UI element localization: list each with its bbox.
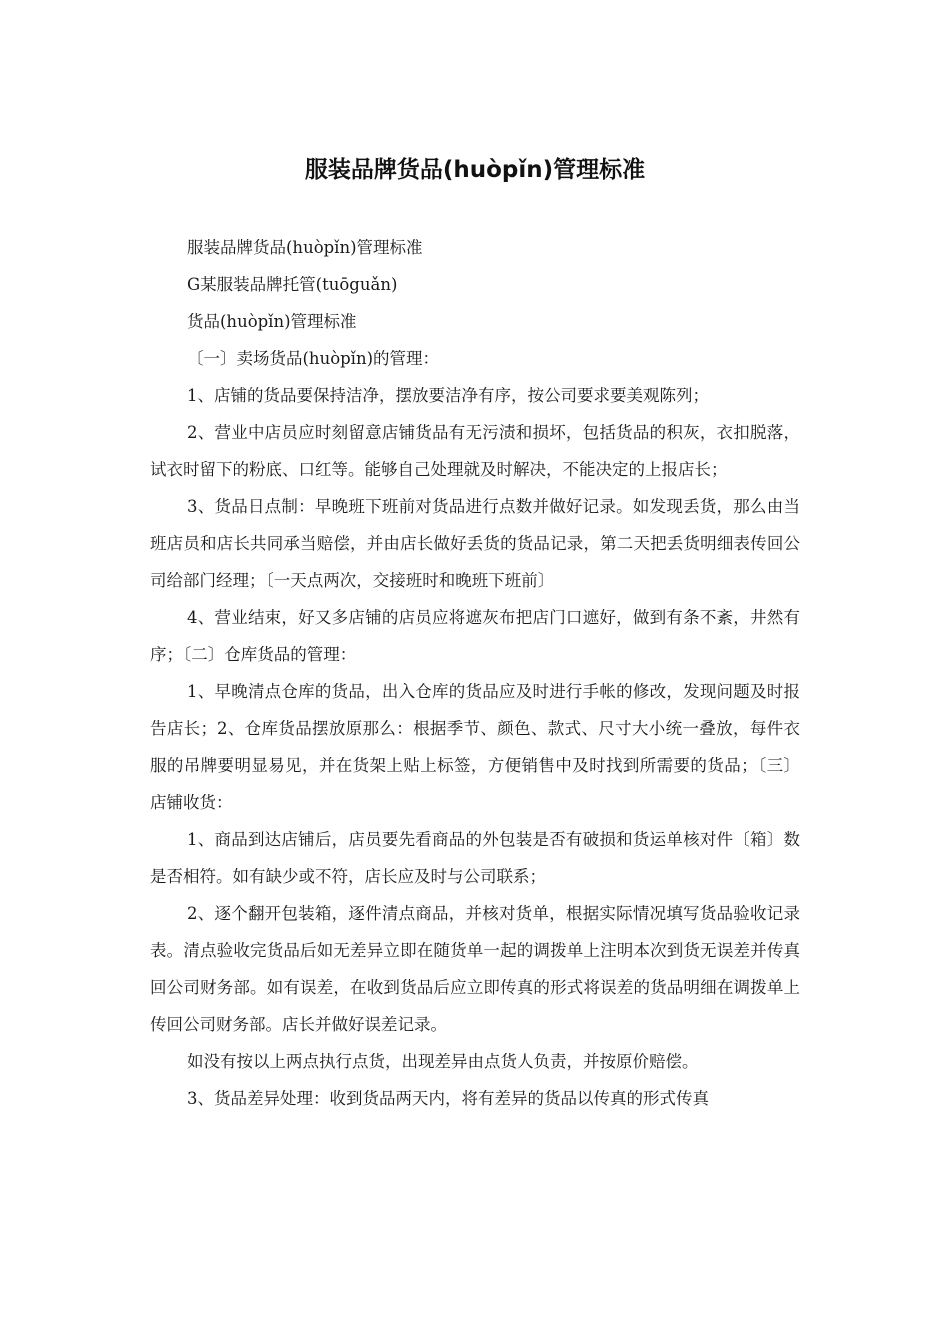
- paragraph: 货品(huòpǐn)管理标准: [187, 312, 357, 331]
- document-title: 服装品牌货品(huòpǐn)管理标准: [304, 157, 646, 183]
- paragraph: 2、营业中店员应时刻留意店铺货品有无污渍和损坏，包括货品的积灰，衣扣脱落，试衣时留下的粉底、口红等。能够自己处理就及时解决，不能决定的上报店长；: [150, 423, 800, 479]
- paragraph: 1、商品到达店铺后，店员要先看商品的外包装是否有破损和货运单核对件〔箱〕数是否相符。如有缺少或不符，店长应及时与公司联系；: [150, 830, 800, 886]
- paragraph: 3、货品日点制：早晚班下班前对货品进行点数并做好记录。如发现丢货，那么由当班店员和店长共同承当赔偿，并由店长做好丢货的货品记录，第二天把丢货明细表传回公司给部门经理；〔一天点两次，交接班时和晚班下班前〕: [150, 497, 800, 590]
- paragraph: 1、早晚清点仓库的货品，出入仓库的货品应及时进行手帐的修改，发现问题及时报告店长；2、仓库货品摆放原那么：根据季节、颜色、款式、尺寸大小统一叠放，每件衣服的吊牌要明显易见，并在货架上贴上标签，方便销售中及时找到所需要的货品；〔三〕店铺收货：: [150, 682, 800, 812]
- paragraph: G某服装品牌托管(tuōguǎn): [187, 275, 398, 294]
- paragraph: 2、逐个翻开包装箱，逐件清点商品，并核对货单，根据实际情况填写货品验收记录表。清点验收完货品后如无差异立即在随货单一起的调拨单上注明本次到货无误差并传真回公司财务部。如有误差，在收到货品后应立即传真的形式将误差的货品明细在调拨单上传回公司财务部。店长并做好误差记录。: [150, 904, 800, 1034]
- paragraph: 1、店铺的货品要保持洁净，摆放要洁净有序，按公司要求要美观陈列；: [187, 386, 709, 405]
- paragraph: 4、营业结束，好又多店铺的店员应将遮灰布把店门口遮好，做到有条不紊，井然有序；〔二〕仓库货品的管理：: [150, 608, 800, 664]
- paragraph: 3、货品差异处理：收到货品两天内，将有差异的货品以传真的形式传真: [187, 1089, 709, 1108]
- paragraph: 服装品牌货品(huòpǐn)管理标准: [187, 238, 423, 257]
- paragraph: 如没有按以上两点执行点货，出现差异由点货人负责，并按原价赔偿。: [187, 1052, 699, 1071]
- section-heading: 〔一〕卖场货品(huòpǐn)的管理：: [187, 349, 440, 368]
- document-body: [150, 229, 800, 1117]
